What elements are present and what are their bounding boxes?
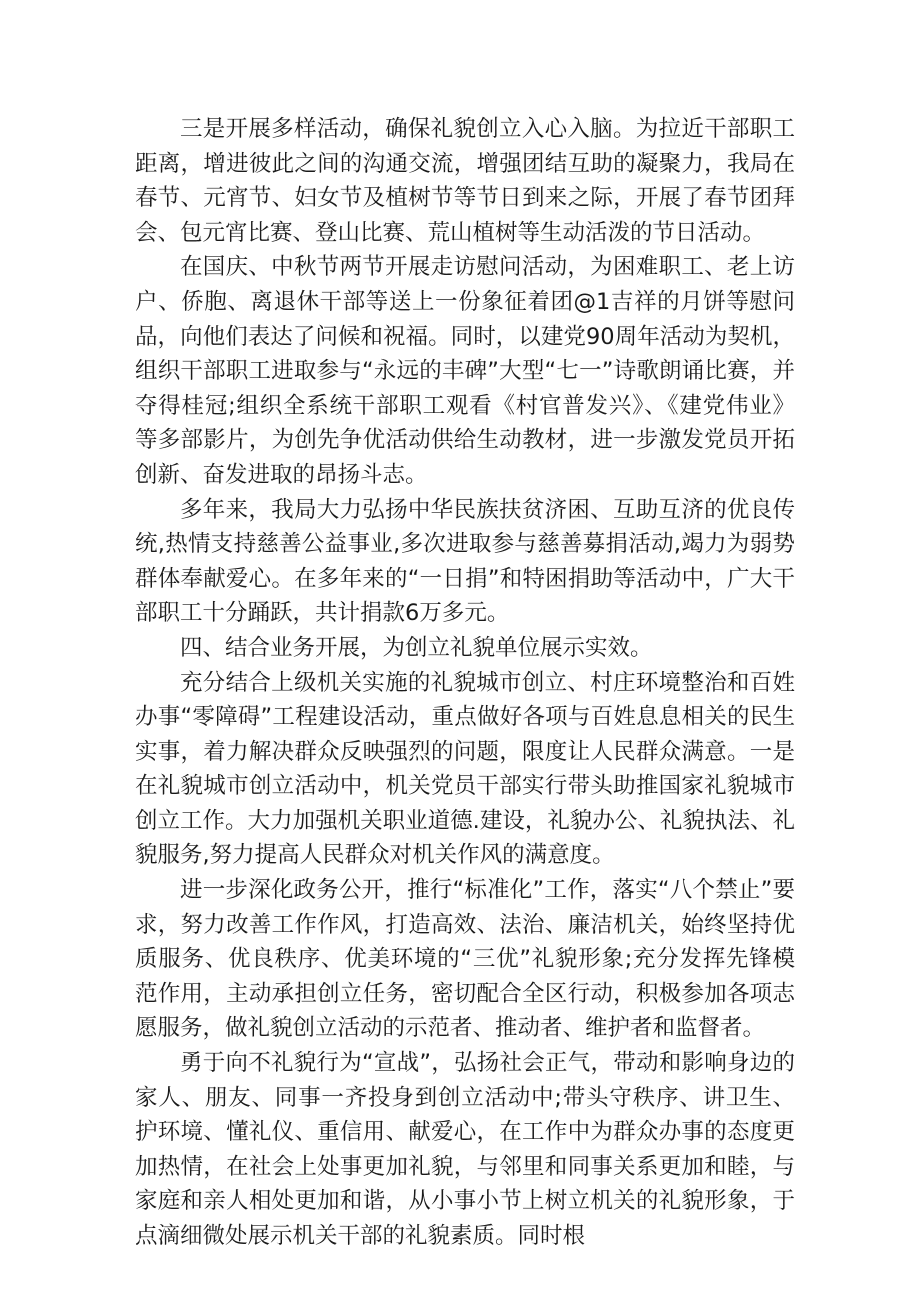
paragraph-activities: 三是开展多样活动，确保礼貌创立入心入脑。为拉近干部职工距离，增进彼此之间的沟通交流，增强团结互助的凝聚力，我局在春节、元宵节、妇女节及植树节等节日到来之际，开展了春节团拜会、包元宵比赛、登山比赛、荒山植树等生动活泼的节日活动。 <box>135 116 795 246</box>
paragraph-condolence-visits: 在国庆、中秋节两节开展走访慰问活动，为困难职工、老上访户、侨胞、离退休干部等送上一份象征着团@1吉祥的月饼等慰问品，向他们表达了问候和祝福。同时，以建党90周年活动为契机，组织干部职工进取参与“永远的丰碑”大型“七一”诗歌朗诵比赛，并夺得桂冠;组织全系统干部职工观看《村官普发兴》、《建党伟业》等多部影片，为创先争优活动供给生动教材，进一步激发党员开拓创新、奋发进取的昂扬斗志。 <box>135 254 795 488</box>
document-body <box>135 112 795 1254</box>
paragraph-civility-campaign: 勇于向不礼貌行为“宣战”，弘扬社会正气，带动和影响身边的家人、朋友、同事一齐投身到创立活动中;带头守秩序、讲卫生、护环境、懂礼仪、重信用、献爱心，在工作中为群众办事的态度更加热情，在社会上处事更加礼貌，与邻里和同事关系更加和睦，与家庭和亲人相处更加和谐，从小事小节上树立机关的礼貌形象，于点滴细微处展示机关干部的礼貌素质。同时根 <box>135 1050 795 1249</box>
paragraph-charity: 多年来，我局大力弘扬中华民族扶贫济困、互助互济的优良传统,热情支持慈善公益事业,多次进取参与慈善募捐活动,竭力为弱势群体奉献爱心。在多年来的“一日捐”和特困捐助等活动中，广大干部职工十分踊跃，共计捐款6万多元。 <box>135 496 795 627</box>
paragraph-government-openness: 进一步深化政务公开，推行“标准化”工作，落实“八个禁止”要求，努力改善工作作风，打造高效、法治、廉洁机关，始终坚持优质服务、优良秩序、优美环境的“三优”礼貌形象;充分发挥先锋模范作用，主动承担创立任务，密切配合全区行动，积极参加各项志愿服务，做礼貌创立活动的示范者、推动者、维护者和监督者。 <box>135 877 795 1042</box>
section-heading-four: 四、结合业务开展，为创立礼貌单位展示实效。 <box>180 634 653 661</box>
paragraph-business-integration: 充分结合上级机关实施的礼貌城市创立、村庄环境整治和百姓办事“零障碍”工程建设活动，重点做好各项与百姓息息相关的民生实事，着力解决群众反映强烈的问题，限度让人民群众满意。一是在礼貌城市创立活动中，机关党员干部实行带头助推国家礼貌城市创立工作。大力加强机关职业道德.建设，礼貌办公、礼貌执法、礼貌服务,努力提高人民群众对机关作风的满意度。 <box>135 669 795 869</box>
